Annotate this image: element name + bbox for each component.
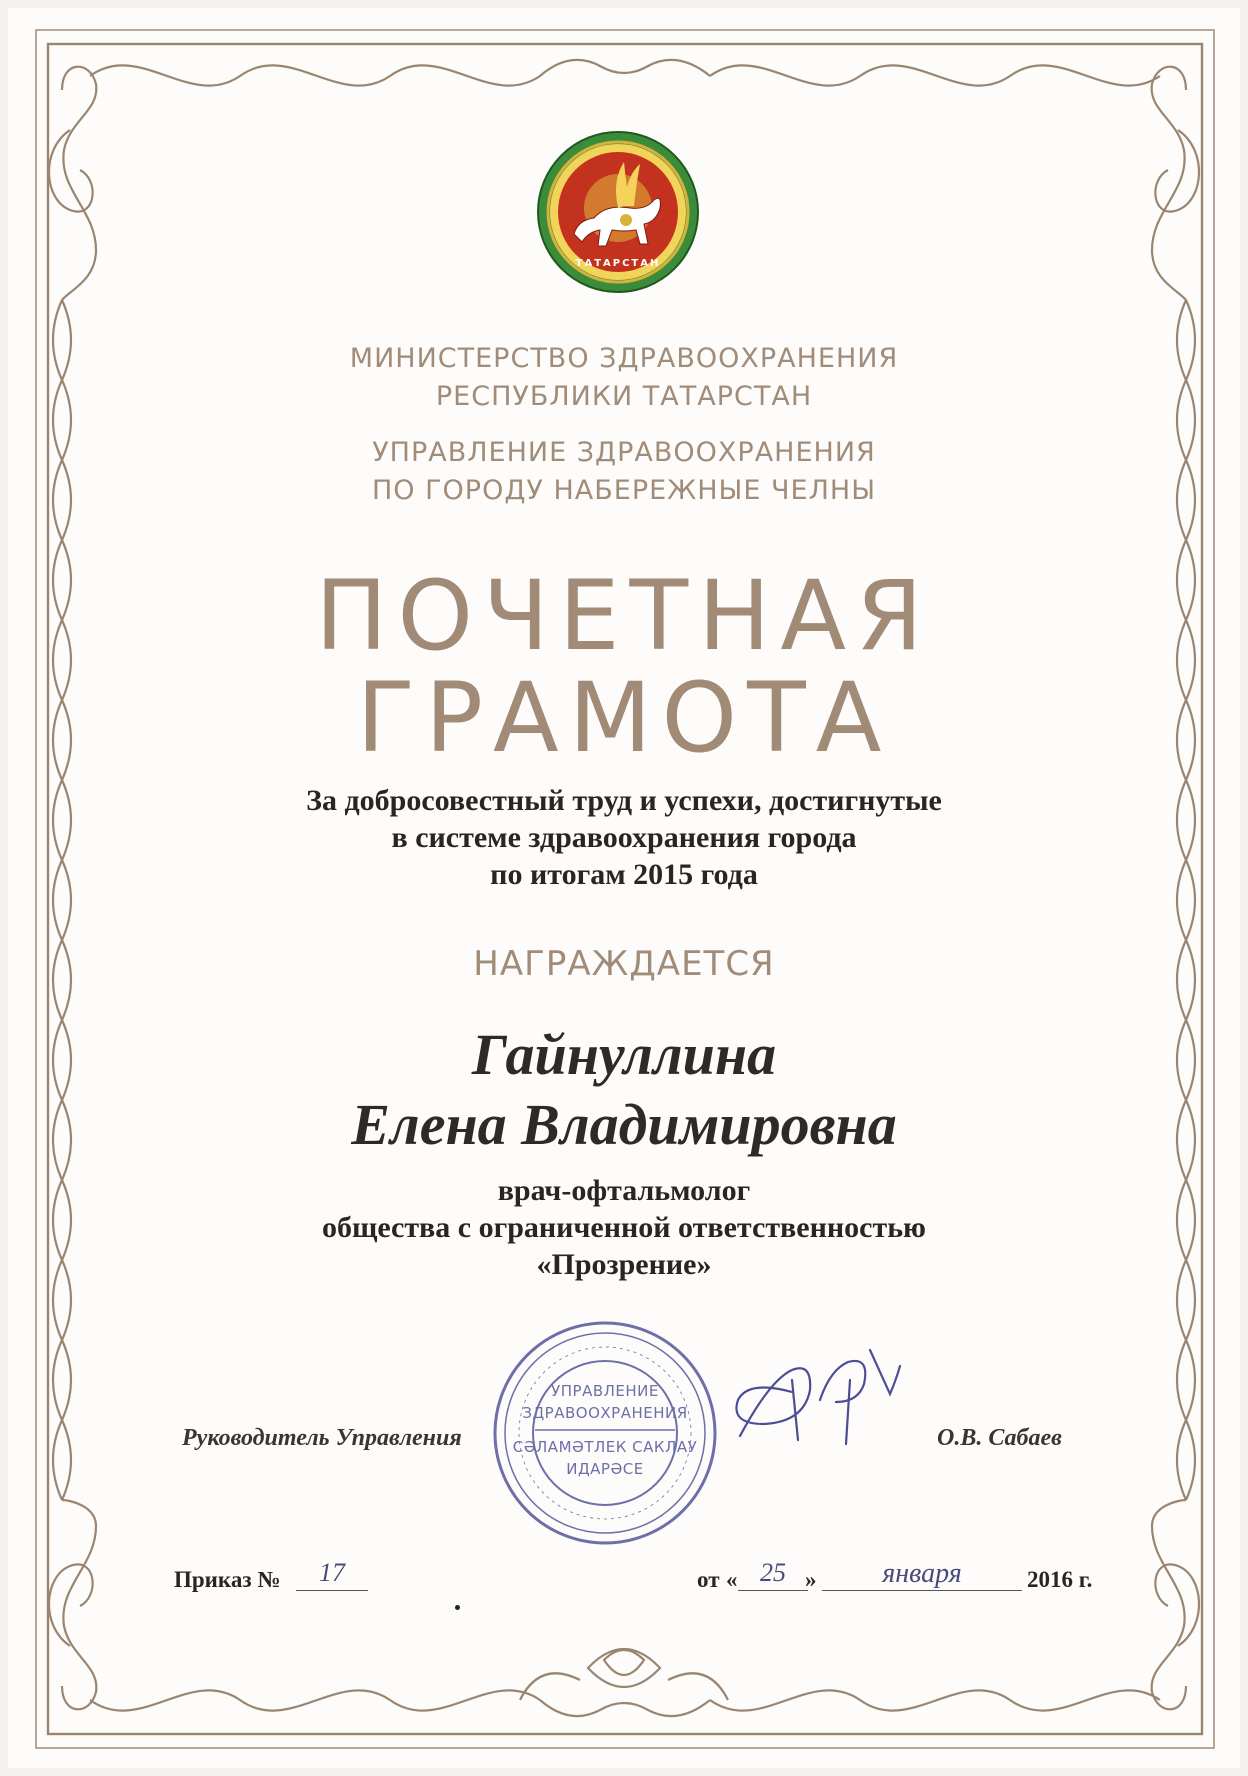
date-open-quote: « [726, 1567, 738, 1592]
signatory-role: Руководитель Управления [182, 1425, 462, 1451]
recipient-surname: Гайнуллина [471, 1022, 777, 1087]
department-header [0, 434, 1248, 510]
ministry-line-1: МИНИСТЕРСТВО ЗДРАВООХРАНЕНИЯ [349, 343, 899, 374]
handwritten-signature [700, 1340, 910, 1460]
signatory-name: О.В. Сабаев [937, 1425, 1062, 1451]
date-close-quote: » [805, 1567, 817, 1592]
ministry-header [0, 340, 1248, 416]
department-line-1: УПРАВЛЕНИЕ ЗДРАВООХРАНЕНИЯ [372, 437, 876, 468]
position-line-3: «Прозрение» [536, 1248, 712, 1281]
recipient-position [0, 1172, 1248, 1283]
recipient-given-names: Елена Владимировна [351, 1092, 897, 1157]
awarded-label: НАГРАЖДАЕТСЯ [473, 944, 775, 984]
title-line-2: ГРАМОТА [356, 662, 892, 774]
date-day: 25 [738, 1558, 808, 1591]
reason-line-2: в системе здравоохранения города [391, 821, 857, 854]
ministry-line-2: РЕСПУБЛИКИ ТАТАРСТАН [435, 381, 813, 412]
date-month: января [822, 1558, 1022, 1591]
position-line-2: общества с ограниченной ответственностью [322, 1211, 926, 1244]
date-from-label: от [697, 1567, 720, 1592]
stamp-inner-line-4: ИДАРӘСЕ [566, 1460, 644, 1478]
stamp-inner-line-2: ЗДРАВООХРАНЕНИЯ [522, 1404, 688, 1422]
official-stamp [490, 1318, 720, 1548]
stamp-inner-line-1: УПРАВЛЕНИЕ [551, 1382, 659, 1400]
order-number: 17 [296, 1558, 368, 1591]
position-line-1: врач-офтальмолог [497, 1174, 751, 1207]
reason-line-1: За добросовестный труд и успехи, достигнутые [306, 784, 942, 817]
department-line-2: ПО ГОРОДУ НАБЕРЕЖНЫЕ ЧЕЛНЫ [371, 475, 877, 506]
order-label: Приказ № [174, 1567, 281, 1592]
tatarstan-emblem [534, 128, 702, 296]
stamp-inner-line-3: СӘЛАМӘТЛЕК САКЛАУ [512, 1438, 698, 1456]
reason-line-3: по итогам 2015 года [490, 858, 758, 891]
emblem-ring-text: ТАТАРСТАН [575, 258, 661, 269]
title-line-1: ПОЧЕТНАЯ [315, 560, 933, 672]
ink-dot [455, 1605, 460, 1610]
award-reason [0, 782, 1248, 893]
date-year: 2016 г. [1027, 1567, 1093, 1592]
